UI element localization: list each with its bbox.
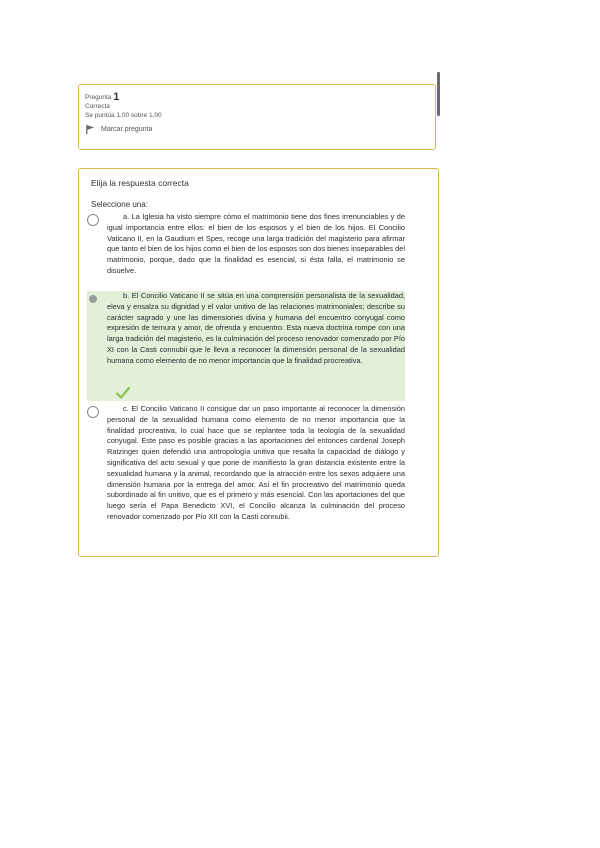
- option-a-radio[interactable]: [87, 214, 99, 226]
- flag-icon: [85, 124, 96, 135]
- option-b-letter: b.: [123, 291, 130, 300]
- option-a-letter: a.: [123, 212, 130, 221]
- check-icon: [115, 385, 131, 401]
- option-c-body: El Concilio Vaticano II consigue dar un paso importante al reconocer la dimensión personal de la sexualidad humana como elemento de no menor importancia que la finalidad procreativa, lo cual hace que se replantee toda la teología de la sexualidad conyugal. Este paso es posible gracias a las aportaciones del entonces cardenal Joseph Ratzinger quien defendió una antropología unitiva que resalta la capacidad de diálogo y significativa del acto sexual y que pone de manifiesto la gran distancia existente entre la sexualidad humana y la animal, recordando que la atracción entre los sexos adquiere una dimensión humana por la entrega del amor. Así el fin procreativo del matrimonio queda subordinado al fin unitivo, que es el primero y más esencial. Con las aportaciones del que luego sería el Papa Benedicto XVI, el Concilio alcanza la culminación del proceso renovador comenzado por Pío XII con la Casti connubii.: [107, 404, 405, 521]
- question-label: [85, 93, 429, 102]
- question-number: 1: [113, 91, 120, 103]
- question-score: Se puntúa 1,00 sobre 1,00: [85, 112, 162, 119]
- question-prompt: Elija la respuesta correcta: [91, 178, 189, 188]
- option-a-text[interactable]: [107, 212, 405, 277]
- option-a-body: La Iglesia ha visto siempre cómo el matrimonio tiene dos fines irrenunciables y de igual importancia entre ellos: el bien de los esposos y el bien de los hijos. El Concilio Vaticano II, en la Gaudium et Spes, recoge una larga tradición del magisterio para afirmar que tanto el bien de los hijos como el bien de los esposos son dos bienes inseparables del matrimonio, porque, dado que la finalidad es esencial, si ésta falla, el matrimonio se disuelve.: [107, 212, 405, 275]
- option-b-body: El Concilio Vaticano II se sitúa en una comprensión personalista de la sexualidad, eleva y ensalza su dignidad y el valor unitivo de las relaciones matrimoniales; describe su carácter sagrado y une las dimensiones divina y humana del encuentro conyugal como expresión de ternura y amor, de ofrenda y encuentro. Esta nueva doctrina rompe con una larga tradición del magisterio, es la culminación del proceso renovador comenzado por Pío XI con la Casti connubii que le lleva a reconocer la dimensión personal de la sexualidad humana como elemento de no menor importancia que la finalidad procreativa.: [107, 291, 405, 365]
- question-status: Correcta: [85, 103, 110, 110]
- option-c-letter: c.: [123, 404, 129, 413]
- flag-question-button[interactable]: [85, 124, 429, 135]
- question-content-panel: [78, 168, 439, 557]
- question-info-panel: [78, 84, 436, 150]
- flag-question-label: Marcar pregunta: [101, 126, 153, 133]
- option-b-text[interactable]: [107, 291, 405, 367]
- scrollbar-thumb[interactable]: [437, 72, 440, 116]
- option-b-radio[interactable]: [89, 295, 97, 303]
- select-one-label: Seleccione una:: [91, 200, 148, 209]
- question-label-text: Pregunta: [85, 94, 112, 101]
- option-c-radio[interactable]: [87, 406, 99, 418]
- option-c-text[interactable]: [107, 404, 405, 523]
